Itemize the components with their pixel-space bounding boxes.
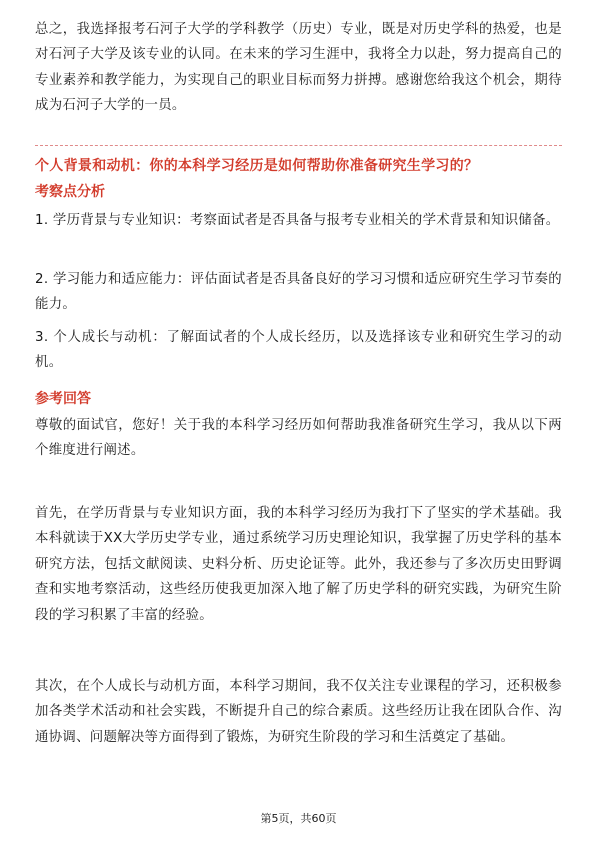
analysis-item: 1. 学历背景与专业知识：考察面试者是否具备与报考专业相关的学术背景和知识储备。 <box>35 213 560 228</box>
analysis-item: 3. 个人成长与动机：了解面试者的个人成长经历，以及选择该专业和研究生学习的动机。 <box>35 330 562 371</box>
answer-heading: 参考回答 <box>35 391 91 407</box>
analysis-heading: 考察点分析 <box>35 184 105 200</box>
answer-paragraph: 首先，在学历背景与专业知识方面，我的本科学习经历为我打下了坚实的学术基础。我本科就读于XX大学历史学专业，通过系统学习历史理论知识，我掌握了历史学科的基本研究方法，包括文献阅读、史料分析、历史论证等。此外，我还参与了多次历史田野调查和实地考察活动，这些经历使我更加深入地了解了历史学科的研究实践，为研究生阶段的学习积累了丰富的经验。 <box>35 506 562 623</box>
answer-paragraph: 其次，在个人成长与动机方面，本科学习期间，我不仅关注专业课程的学习，还积极参加各类学术活动和社会实践，不断提升自己的综合素质。这些经历让我在团队合作、沟通协调、问题解决等方面得到了锻炼，为研究生阶段的学习和生活奠定了基础。 <box>35 679 562 745</box>
interview-question: 个人背景和动机：你的本科学习经历是如何帮助你准备研究生学习的？ <box>35 158 479 174</box>
analysis-item: 2. 学习能力和适应能力：评估面试者是否具备良好的学习习惯和适应研究生学习节奏的能力。 <box>35 272 562 313</box>
intro-paragraph: 总之，我选择报考石河子大学的学科教学（历史）专业，既是对历史学科的热爱，也是对石河子大学及该专业的认同。在未来的学习生涯中，我将全力以赴，努力提高自己的专业素养和教学能力，为实现自己的职业目标而努力拼搏。感谢您给我这个机会，期待成为石河子大学的一员。 <box>35 22 562 114</box>
document-page <box>35 0 562 842</box>
page-number: 第5页，共60页 <box>260 812 337 825</box>
section-divider <box>35 145 562 146</box>
answer-paragraph: 尊敬的面试官，您好！关于我的本科学习经历如何帮助我准备研究生学习，我从以下两个维度进行阐述。 <box>35 418 562 459</box>
